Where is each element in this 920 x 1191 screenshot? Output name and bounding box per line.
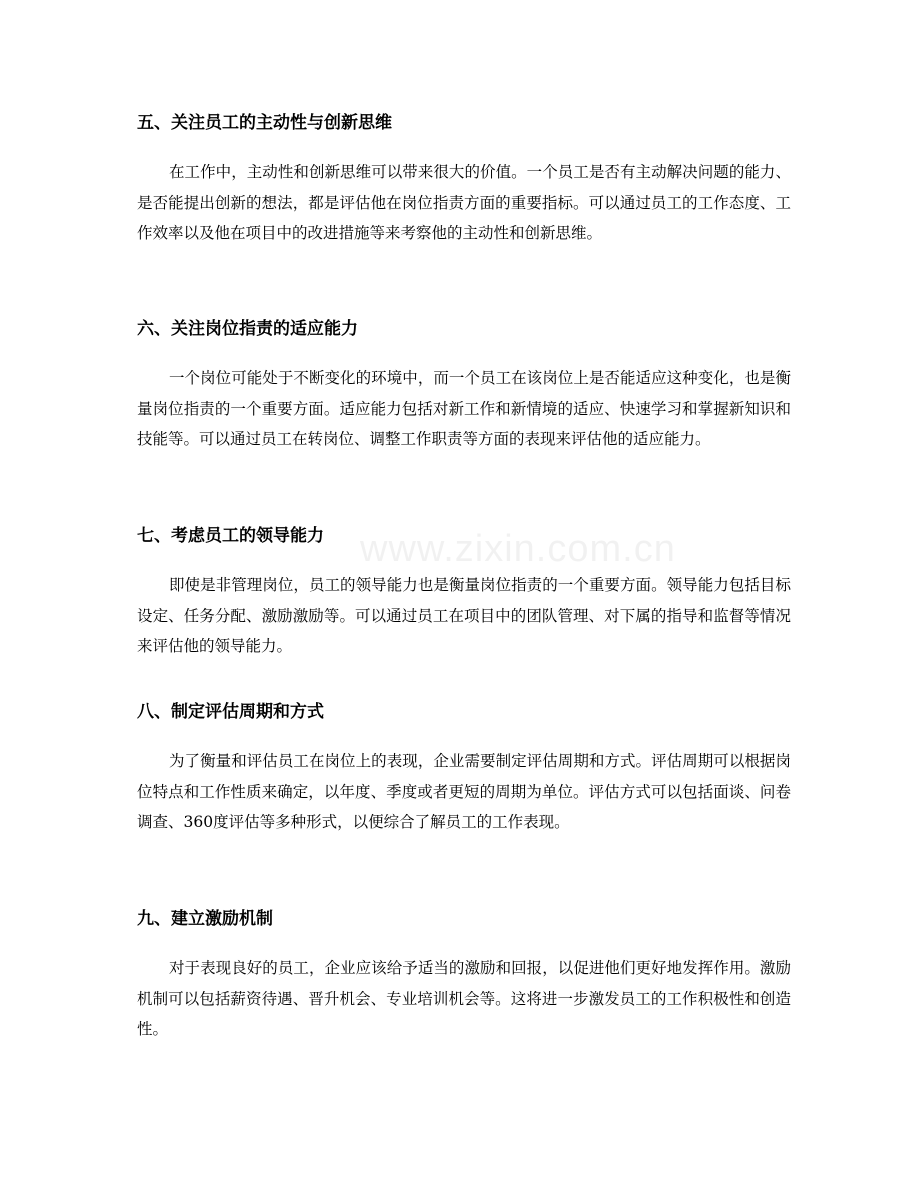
section-heading: 九、建立激励机制 bbox=[137, 909, 273, 929]
section-heading: 八、制定评估周期和方式 bbox=[137, 702, 324, 722]
section-paragraph: 在工作中，主动性和创新思维可以带来很大的价值。一个员工是否有主动解决问题的能力、是否能提出创新的想法，都是评估他在岗位指责方面的重要指标。可以通过员工的工作态度、工作效率以及他在项目中的改进措施等来考察他的主动性和创新思维。 bbox=[137, 163, 791, 242]
section-paragraph: 为了衡量和评估员工在岗位上的表现，企业需要制定评估周期和方式。评估周期可以根据岗位特点和工作性质来确定，以年度、季度或者更短的周期为单位。评估方式可以包括面谈、问卷调查、360度评估等多种形式，以便综合了解员工的工作表现。 bbox=[137, 752, 791, 831]
section-7 bbox=[137, 524, 791, 662]
section-6 bbox=[137, 317, 791, 455]
section-paragraph: 一个岗位可能处于不断变化的环境中，而一个员工在该岗位上是否能适应这种变化，也是衡量岗位指责的一个重要方面。适应能力包括对新工作和新情境的适应、快速学习和掌握新知识和技能等。可以通过员工在转岗位、调整工作职责等方面的表现来评估他的适应能力。 bbox=[137, 369, 791, 448]
section-paragraph: 即使是非管理岗位，员工的领导能力也是衡量岗位指责的一个重要方面。领导能力包括目标设定、任务分配、激励激励等。可以通过员工在项目中的团队管理、对下属的指导和监督等情况来评估他的领导能力。 bbox=[137, 576, 791, 655]
section-heading: 七、考虑员工的领导能力 bbox=[137, 526, 324, 546]
section-9 bbox=[137, 907, 791, 1045]
section-8 bbox=[137, 700, 791, 838]
watermark: www.zixin.com.cn bbox=[360, 528, 676, 570]
section-paragraph: 对于表现良好的员工，企业应该给予适当的激励和回报，以促进他们更好地发挥作用。激励机制可以包括薪资待遇、晋升机会、专业培训机会等。这将进一步激发员工的工作积极性和创造性。 bbox=[137, 959, 791, 1038]
section-heading: 六、关注岗位指责的适应能力 bbox=[137, 319, 358, 339]
section-heading: 五、关注员工的主动性与创新思维 bbox=[137, 113, 392, 133]
section-5 bbox=[137, 111, 791, 249]
